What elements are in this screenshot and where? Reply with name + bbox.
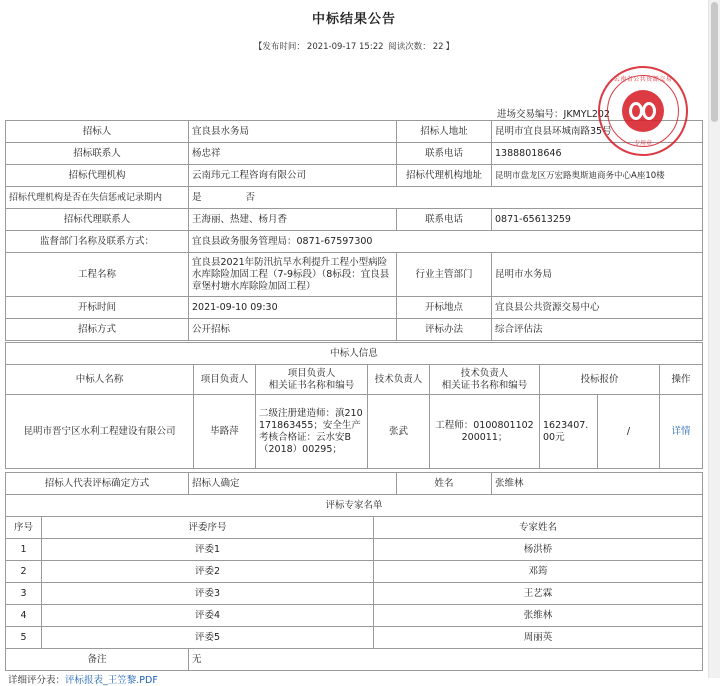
publish-time: 2021-09-17 15:22 <box>306 42 384 52</box>
expert-seq: 评委4 <box>42 605 374 627</box>
remark-value: 无 <box>189 649 703 671</box>
tenderer-phone-label: 联系电话 <box>397 143 492 165</box>
col-action: 操作 <box>660 365 703 395</box>
expert-no: 5 <box>6 627 42 649</box>
table-row <box>6 539 703 561</box>
col-pm-cert: 项目负责人 相关证书名称和编号 <box>256 365 368 395</box>
winner-table <box>5 342 703 469</box>
project-name: 宜良县2021年防汛抗旱水利提升工程小型病险水库除险加固工程（7-9标段）（8标段：宜良县章堡村塘水库除险加固工程） <box>189 253 397 297</box>
expert-seq: 评委3 <box>42 583 374 605</box>
open-time-value: 2021-09-10 09:30 <box>189 297 397 319</box>
expert-seq: 评委2 <box>42 561 374 583</box>
rep-name-value: 张维林 <box>492 473 703 495</box>
supervisor-label: 监督部门名称及联系方式： <box>6 231 189 253</box>
experts-section-title: 评标专家名单 <box>6 495 703 517</box>
col-winner-name: 中标人名称 <box>6 365 194 395</box>
table-row <box>6 395 703 469</box>
seal-bottom-text: 专用章 <box>633 140 652 147</box>
expert-name: 张维林 <box>374 605 703 627</box>
dishonest-value <box>189 187 703 209</box>
vertical-scrollbar[interactable] <box>708 0 720 678</box>
trade-number <box>497 106 610 120</box>
agency-address-value: 昆明市盘龙区万宏路奥斯迪商务中心A座10楼 <box>492 165 703 187</box>
col-pm: 项目负责人 <box>194 365 256 395</box>
rep-name-label: 姓名 <box>397 473 492 495</box>
expert-seq: 评委5 <box>42 627 374 649</box>
seal-arc-text: 云南省公共资源交易 <box>613 76 673 83</box>
page-title: 中标结果公告 <box>311 12 396 27</box>
seal-logo-icon <box>622 90 664 132</box>
winner-name: 昆明市晋宁区水利工程建设有限公司 <box>6 395 194 469</box>
table-row <box>6 583 703 605</box>
expert-name: 杨洪桥 <box>374 539 703 561</box>
tenderer-address-label: 招标人地址 <box>397 121 492 143</box>
detail-score-label: 详细评分表： <box>8 675 66 686</box>
col-expert-seq: 评委序号 <box>42 517 374 539</box>
scrollbar-thumb[interactable] <box>711 2 718 122</box>
col-tech-cert: 技术负责人 相关证书名称和编号 <box>430 365 540 395</box>
rep-value: 招标人确定 <box>189 473 397 495</box>
expert-name: 邓筠 <box>374 561 703 583</box>
tenderer-phone-value: 13888018646 <box>492 143 703 165</box>
winner-section-title: 中标人信息 <box>6 343 703 365</box>
agency-address-label: 招标代理机构地址 <box>397 165 492 187</box>
supervisor-value: 宜良县政务服务管理局：0871-67597300 <box>189 231 703 253</box>
experts-table <box>5 494 703 649</box>
publish-meta <box>0 40 708 52</box>
open-time-label: 开标时间 <box>6 297 189 319</box>
dishonest-label: 招标代理机构是否在失信惩戒记录期内 <box>6 187 189 209</box>
views-count: 22 <box>432 42 444 52</box>
remark-table <box>5 648 703 671</box>
eval-method-value: 综合评估法 <box>492 319 703 341</box>
industry-label: 行业主管部门 <box>397 253 492 297</box>
agency-phone-value: 0871-65613259 <box>492 209 703 231</box>
tender-info-table <box>5 120 703 341</box>
winner-pm-cert: 二级注册建造师：滇210171863455；安全生产考核合格证：云水安B（2018）00295； <box>256 395 368 469</box>
details-link[interactable]: 详情 <box>660 395 703 469</box>
representative-table <box>5 472 703 495</box>
agency-contact-label: 招标代理联系人 <box>6 209 189 231</box>
method-label: 招标方式 <box>6 319 189 341</box>
winner-pm: 毕路萍 <box>194 395 256 469</box>
trade-number-value: JKMYL202 <box>563 109 610 120</box>
winner-bid-slash: / <box>598 395 660 469</box>
publish-prefix: 【发布时间： <box>253 42 305 52</box>
expert-no: 4 <box>6 605 42 627</box>
dishonest-no: 否 <box>245 191 256 203</box>
table-row <box>6 605 703 627</box>
open-place-value: 宜良县公共资源交易中心 <box>492 297 703 319</box>
agency-label: 招标代理机构 <box>6 165 189 187</box>
col-tech: 技术负责人 <box>368 365 430 395</box>
meta-suffix: 】 <box>445 42 455 52</box>
expert-seq: 评委1 <box>42 539 374 561</box>
remark-label: 备注 <box>6 649 189 671</box>
industry-value: 昆明市水务局 <box>492 253 703 297</box>
tenderer-value: 宜良县水务局 <box>189 121 397 143</box>
expert-name: 周丽英 <box>374 627 703 649</box>
winner-bid-amount: 1623407.00元 <box>540 395 598 469</box>
expert-no: 1 <box>6 539 42 561</box>
project-label: 工程名称 <box>6 253 189 297</box>
tenderer-label: 招标人 <box>6 121 189 143</box>
agency-contact-value: 王海丽、热建、杨月香 <box>189 209 397 231</box>
tenderer-address-value: 昆明市宜良县环城南路35号 <box>492 121 703 143</box>
agency-value: 云南玮元工程咨询有限公司 <box>189 165 397 187</box>
agency-phone-label: 联系电话 <box>397 209 492 231</box>
dishonest-yes: 是 <box>192 191 202 203</box>
expert-no: 3 <box>6 583 42 605</box>
views-label: 阅读次数： <box>388 42 431 52</box>
expert-no: 2 <box>6 561 42 583</box>
eval-method-label: 评标办法 <box>397 319 492 341</box>
rep-label: 招标人代表评标确定方式 <box>6 473 189 495</box>
method-value: 公开招标 <box>189 319 397 341</box>
col-bid: 投标报价 <box>540 365 660 395</box>
winner-tech: 张武 <box>368 395 430 469</box>
detail-score-line <box>8 672 158 686</box>
col-expert-name: 专家姓名 <box>374 517 703 539</box>
trade-number-label: 进场交易编号： <box>497 109 564 120</box>
score-report-link[interactable]: 评标报表_王笠黎.PDF <box>65 675 158 686</box>
open-place-label: 开标地点 <box>397 297 492 319</box>
table-row <box>6 561 703 583</box>
expert-name: 王艺霖 <box>374 583 703 605</box>
winner-tech-cert: 工程师：0100801102200011； <box>430 395 540 469</box>
official-seal <box>598 66 688 156</box>
table-row <box>6 627 703 649</box>
tenderer-contact-value: 杨忠祥 <box>189 143 397 165</box>
tenderer-contact-label: 招标联系人 <box>6 143 189 165</box>
col-expert-no: 序号 <box>6 517 42 539</box>
